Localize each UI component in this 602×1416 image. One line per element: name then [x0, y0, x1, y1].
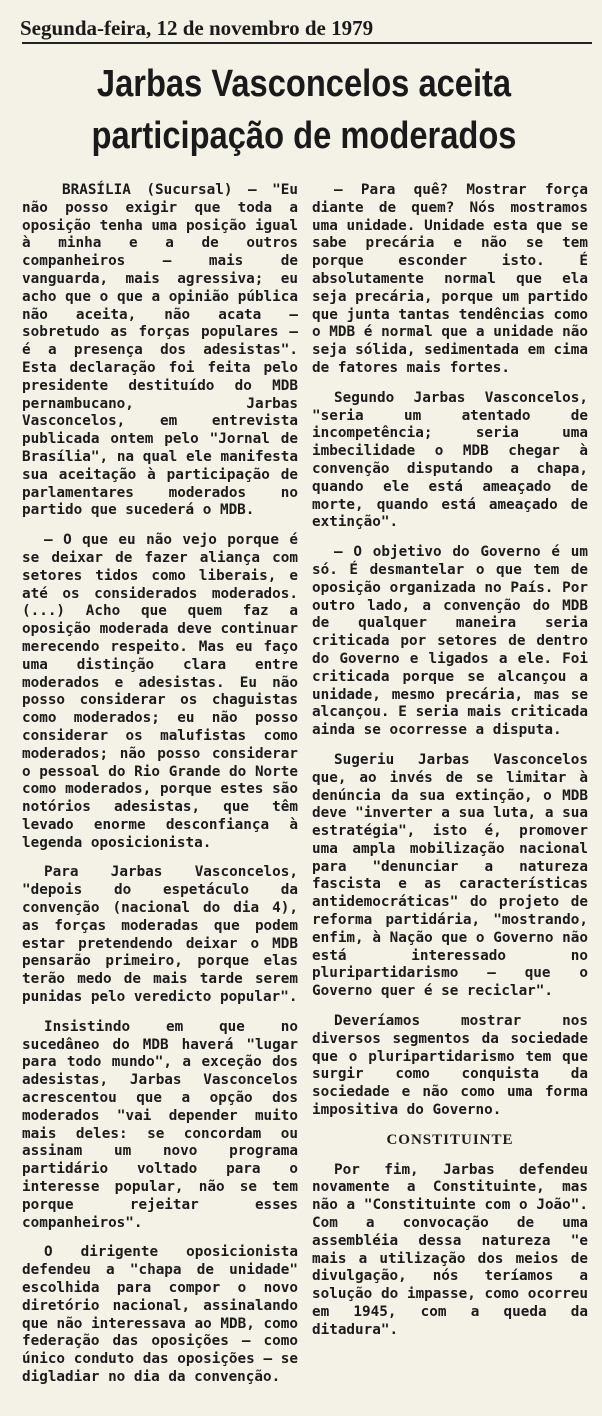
article-paragraph: Por fim, Jarbas defendeu novamente a Constituinte, mas não a "Constituinte com o João". Com a convocação de uma assembléia dessa natureza "e mais a utilização dos meios de divulgação, nós teríamos a solução do impasse, como ocorreu em 1945, com a queda da ditadura".: [312, 1161, 588, 1338]
article-paragraph: BRASÍLIA (Sucursal) — "Eu não posso exigir que toda a oposição tenha uma posição igual à minha e a de outros companheiros — mais de vanguarda, mais agressiva; eu acho que o que a opinião pública não aceita, não acata — sobretudo as forças populares — é a presença dos adesistas". Esta declaração foi feita pelo presidente destituído do MDB pernambucano, Jarbas Vasconcelos, em entrevista publicada ontem pelo "Jornal de Brasília", na qual ele manifesta sua aceitação à participação de parlamentares moderados no partido que sucederá o MDB.: [22, 182, 298, 519]
section-subhead: CONSTITUINTE: [386, 1131, 514, 1148]
article-paragraph: Insistindo em que no sucedâneo do MDB haverá "lugar para todo mundo", a exceção dos adesistas, Jarbas Vasconcelos acrescentou que a opção dos moderados "vai depender muito mais deles: se concordam ou assinam um novo programa partidário voltado para o interesse popular, não se tem porque rejeitar esses companheiros".: [22, 1018, 298, 1231]
article-paragraph: — Para quê? Mostrar força diante de quem? Nós mostramos uma unidade. Unidade esta que se sabe precária e não se tem porque esconder isto. É absolutamente normal que ela seja precária, porque um partido que junta tantas tendências como o MDB é normal que a unidade não seja sólida, sedimentada em cima de fatores mais fortes.: [312, 182, 588, 376]
article-paragraph: Para Jarbas Vasconcelos, "depois do espetáculo da convenção (nacional do dia 4), as forças moderadas que podem estar pretendendo deixar o MDB pensarão primeiro, porque elas terão medo de mais tarde serem punidas pelo veredicto popular".: [22, 864, 298, 1006]
article-paragraph: Segundo Jarbas Vasconcelos, "seria um atentado de incompetência; seria uma imbecilidade o MDB chegar à convenção disputando a chapa, quando ele está ameaçado de morte, quando está ameaçado de extinção".: [312, 389, 588, 531]
dateline: Segunda-feira, 12 de novembro de 1979: [20, 16, 374, 40]
dateline-rule: [22, 42, 592, 44]
article-paragraph: Sugeriu Jarbas Vasconcelos que, ao invés de se limitar à denúncia da sua extinção, o MDB deve "inverter a sua luta, a sua estratégia", isto é, promover uma ampla mobilização nacional para "denunciar a natureza fascista e as características antidemocráticas" do projeto de reforma partidária, "mostrando, enfim, à Nação que o Governo não está interessado no pluripartidarismo — que o Governo quer é se reciclar".: [312, 751, 588, 1000]
article-column-left: [22, 182, 298, 1399]
article-paragraph: Deveríamos mostrar nos diversos segmentos da sociedade que o pluripartidarismo tem que surgir como conquista da sociedade e não como uma forma impositiva do Governo.: [312, 1013, 588, 1119]
headline-line-2: participação de moderados: [91, 115, 517, 157]
headline-line-1: Jarbas Vasconcelos aceita: [96, 63, 512, 105]
article-paragraph: O dirigente oposicionista defendeu a "chapa de unidade" escolhida para compor o novo diretório nacional, assinalando que não interessava ao MDB, como federação das oposições — como único conduto das oposições — se digladiar no dia da convenção.: [22, 1244, 298, 1385]
article-paragraph: — O que eu não vejo porque é se deixar de fazer aliança com setores tidos como liberais, e até os considerados moderados. (...) Acho que quem faz a oposição moderada deve continuar merecendo respeito. Mas eu faço uma distinção clara entre moderados e adesistas. Eu não posso considerar os chaguistas como moderados; eu não posso considerar os malufistas como moderados; não posso considerar o pessoal do Rio Grande do Norte como moderados, porque estes são notórios adesistas, que têm levado enorme desconfiança à legenda oposicionista.: [22, 532, 298, 851]
article-column-right: [312, 182, 588, 1352]
article-paragraph: — O objetivo do Governo é um só. É desmantelar o que tem de oposição organizada no País. Por outro lado, a convenção do MDB de qualquer maneira seria criticada por setores de dentro do Governo e ligados a ele. Foi criticada porque se alcançou a unidade, mesmo precária, mas se alcançou. E seria mais criticada ainda se ocorresse a disputa.: [312, 544, 588, 739]
headline: [63, 58, 545, 162]
